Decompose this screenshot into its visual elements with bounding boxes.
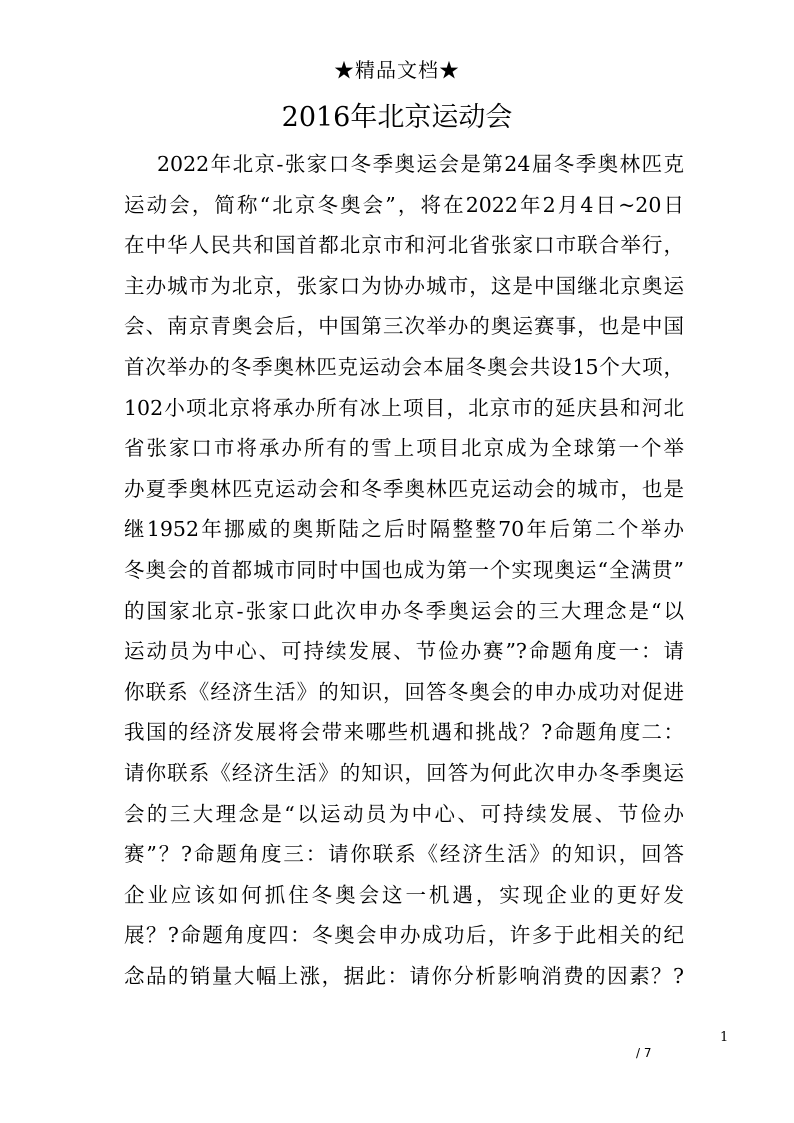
paragraph-line: 运动会，简称“北京冬奥会”，将在2022年2月4日~20日: [124, 192, 684, 217]
paragraph-line: 冬奥会的首都城市同时中国也成为第一个实现奥运“全满贯”: [124, 557, 684, 582]
page-number: 1: [720, 1030, 729, 1045]
page-total: / 7: [636, 1046, 652, 1060]
document-header: ★精品文档★: [334, 58, 460, 82]
document-title: 2016年北京运动会: [281, 102, 513, 133]
document-body: [124, 144, 684, 996]
paragraph-line: 请你联系《经济生活》的知识，回答为何此次申办冬季奥运: [124, 760, 684, 785]
paragraph-line: 运动员为中心、可持续发展、节俭办赛”?命题角度一：请: [124, 639, 684, 664]
paragraph-line: 的国家北京-张家口此次申办冬季奥运会的三大理念是“以: [124, 598, 684, 623]
paragraph-line: 继1952年挪威的奥斯陆之后时隔整整70年后第二个举办: [124, 517, 684, 542]
paragraph-line: 企业应该如何抓住冬奥会这一机遇，实现企业的更好发: [124, 882, 684, 907]
paragraph-line: 我国的经济发展将会带来哪些机遇和挑战？?命题角度二：: [124, 720, 684, 745]
paragraph-line: 首次举办的冬季奥林匹克运动会本届冬奥会共设15个大项，: [124, 354, 684, 379]
paragraph-line: 102小项北京将承办所有冰上项目，北京市的延庆县和河北: [124, 395, 684, 420]
paragraph-line: 2022年北京-张家口冬季奥运会是第24届冬季奥林匹克: [157, 152, 684, 176]
paragraph-line: 在中华人民共和国首都北京市和河北省张家口市联合举行，: [124, 233, 684, 258]
paragraph-line: 你联系《经济生活》的知识，回答冬奥会的申办成功对促进: [124, 679, 684, 704]
paragraph-line: 会的三大理念是“以运动员为中心、可持续发展、节俭办: [124, 801, 684, 826]
paragraph-line: 办夏季奥林匹克运动会和冬季奥林匹克运动会的城市，也是: [124, 476, 684, 501]
paragraph-line: 主办城市为北京，张家口为协办城市，这是中国继北京奥运: [124, 273, 684, 298]
paragraph-line: 展？?命题角度四：冬奥会申办成功后，许多于此相关的纪: [124, 923, 684, 948]
paragraph-line: 念品的销量大幅上涨，据此：请你分析影响消费的因素？?: [124, 963, 684, 988]
paragraph-line: 赛”？?命题角度三：请你联系《经济生活》的知识，回答: [124, 842, 684, 867]
paragraph-line: 省张家口市将承办所有的雪上项目北京成为全球第一个举: [124, 436, 684, 461]
paragraph-line: 会、南京青奥会后，中国第三次举办的奥运赛事，也是中国: [124, 314, 684, 339]
